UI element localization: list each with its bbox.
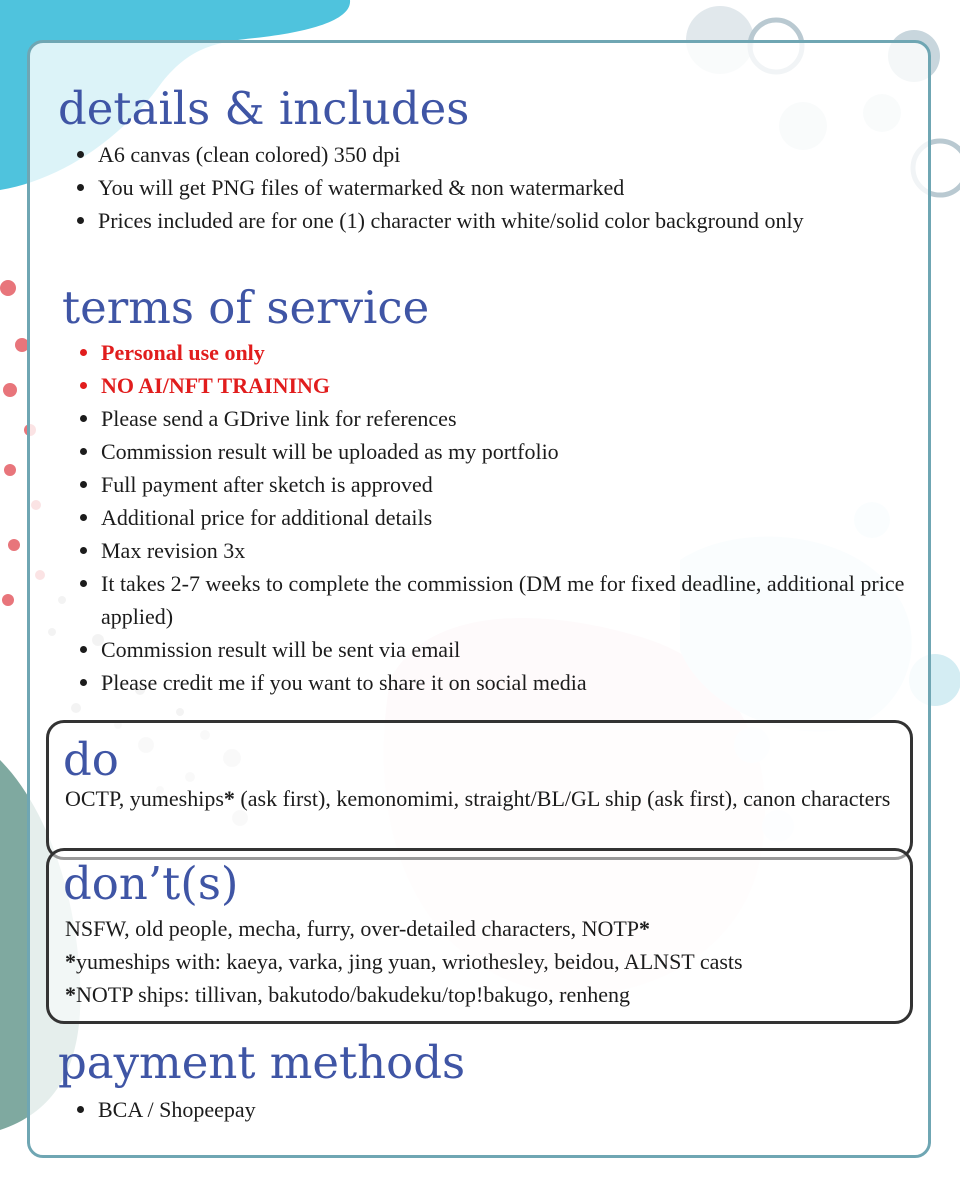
donts-yumeships: *yumeships with: kaeya, varka, jing yuan, wriothesley, beidou, ALNST casts (65, 949, 743, 974)
list-item: Max revision 3x (60, 534, 920, 567)
list-item: Commission result will be sent via email (60, 633, 920, 666)
do-heading: do (63, 733, 119, 786)
tos-heading: terms of service (62, 281, 430, 334)
donts-heading: don’t(s) (63, 857, 239, 910)
details-heading: details & includes (58, 82, 470, 135)
list-item: Full payment after sketch is approved (60, 468, 920, 501)
do-box (46, 720, 913, 860)
list-item-emphasis: Personal use only (60, 336, 920, 369)
donts-box (46, 848, 913, 1024)
donts-text: NSFW, old people, mecha, furry, over-detailed characters, NOTP* (65, 916, 651, 941)
list-item: It takes 2-7 weeks to complete the commission (DM me for fixed deadline, additional price applied) (60, 567, 920, 633)
do-text: OCTP, yumeships* (ask first), kemonomimi, straight/BL/GL ship (ask first), canon characters (65, 786, 891, 811)
list-item: Prices included are for one (1) character with white/solid color background only (57, 204, 917, 237)
donts-notp-ships: *NOTP ships: tillivan, bakutodo/bakudeku/top!bakugo, renheng (65, 982, 630, 1007)
details-list (57, 138, 917, 237)
list-item: Please credit me if you want to share it on social media (60, 666, 920, 699)
list-item: You will get PNG files of watermarked & non watermarked (57, 171, 917, 204)
list-item: Commission result will be uploaded as my portfolio (60, 435, 920, 468)
list-item: BCA / Shopeepay (57, 1093, 917, 1126)
list-item-emphasis: NO AI/NFT TRAINING (60, 369, 920, 402)
payment-heading: payment methods (58, 1036, 466, 1089)
list-item: A6 canvas (clean colored) 350 dpi (57, 138, 917, 171)
list-item: Please send a GDrive link for references (60, 402, 920, 435)
payment-list (57, 1093, 917, 1126)
tos-list (60, 336, 920, 699)
list-item: Additional price for additional details (60, 501, 920, 534)
